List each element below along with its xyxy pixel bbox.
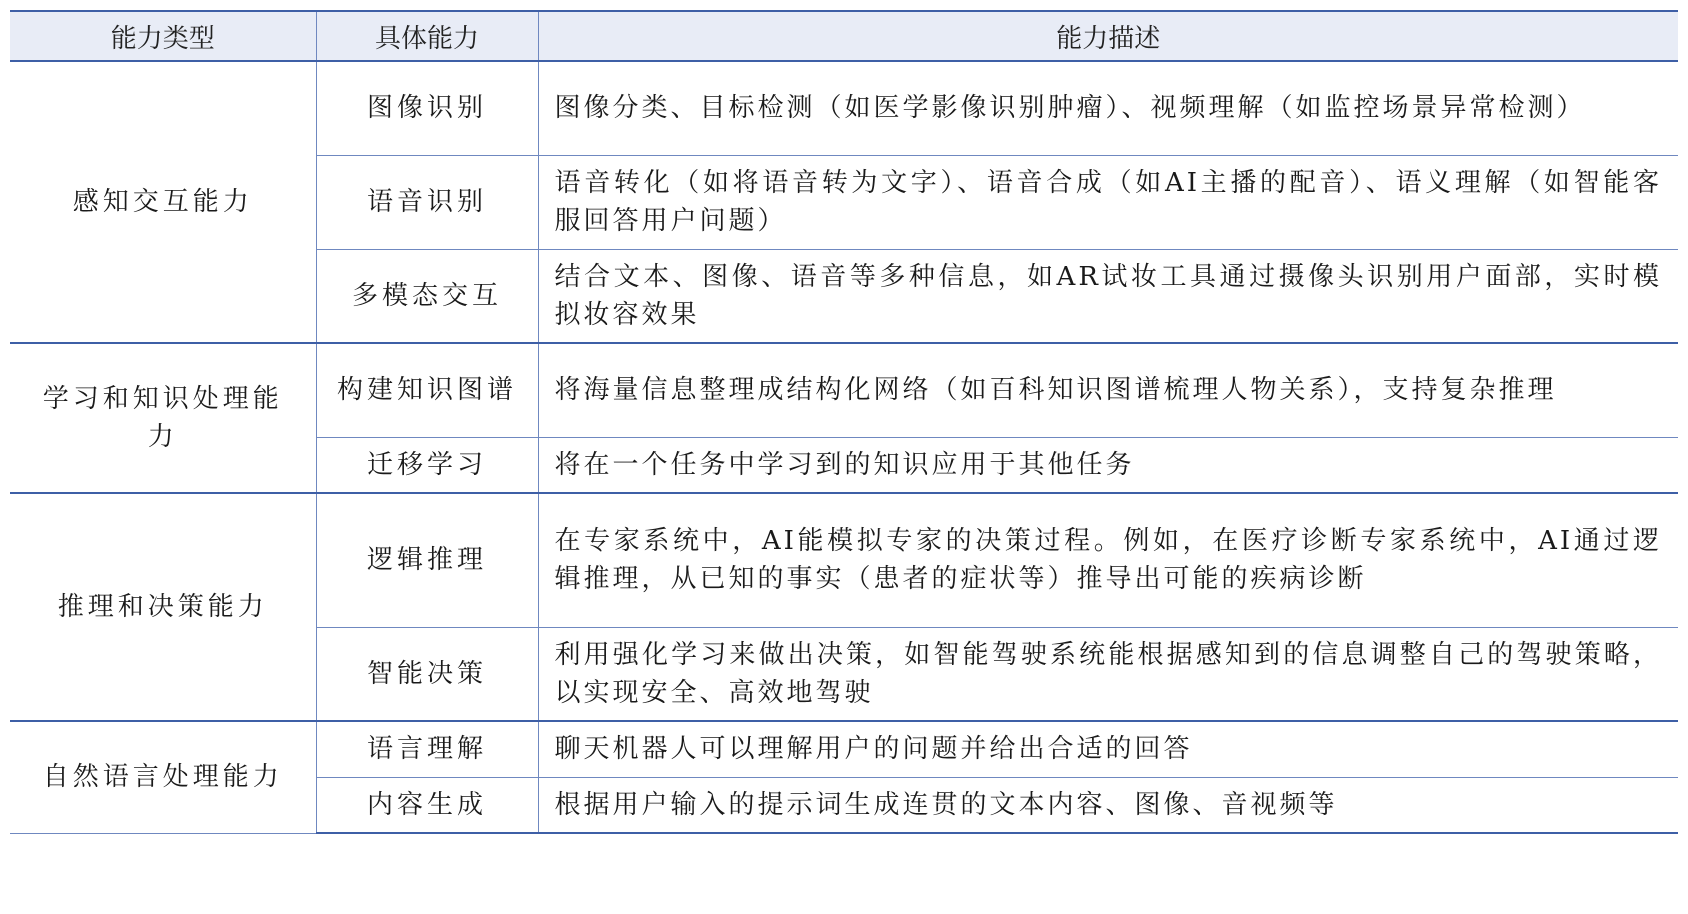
skill-cell: 逻辑推理: [316, 493, 538, 627]
category-cell: 感知交互能力: [10, 61, 316, 343]
description-cell: 图像分类、目标检测（如医学影像识别肿瘤）、视频理解（如监控场景异常检测）: [538, 61, 1678, 155]
description-cell: 将在一个任务中学习到的知识应用于其他任务: [538, 437, 1678, 493]
description-cell: 语音转化（如将语音转为文字）、语音合成（如AI主播的配音）、语义理解（如智能客服回答用户问题）: [538, 155, 1678, 249]
skill-cell: 内容生成: [316, 777, 538, 833]
ability-table: [10, 10, 1678, 834]
skill-cell: 语音识别: [316, 155, 538, 249]
skill-cell: 迁移学习: [316, 437, 538, 493]
skill-cell: 智能决策: [316, 627, 538, 721]
skill-cell: 多模态交互: [316, 249, 538, 343]
category-cell: 自然语言处理能力: [10, 721, 316, 833]
category-cell: 学习和知识处理能力: [10, 343, 316, 493]
category-cell: 推理和决策能力: [10, 493, 316, 721]
description-cell: 聊天机器人可以理解用户的问题并给出合适的回答: [538, 721, 1678, 777]
description-cell: 将海量信息整理成结构化网络（如百科知识图谱梳理人物关系），支持复杂推理: [538, 343, 1678, 437]
description-cell: 根据用户输入的提示词生成连贯的文本内容、图像、音视频等: [538, 777, 1678, 833]
header-ability-description: 能力描述: [538, 11, 1678, 61]
skill-cell: 图像识别: [316, 61, 538, 155]
skill-cell: 构建知识图谱: [316, 343, 538, 437]
description-cell: 在专家系统中，AI能模拟专家的决策过程。例如，在医疗诊断专家系统中，AI通过逻辑推理，从已知的事实（患者的症状等）推导出可能的疾病诊断: [538, 493, 1678, 627]
description-cell: 利用强化学习来做出决策，如智能驾驶系统能根据感知到的信息调整自己的驾驶策略，以实现安全、高效地驾驶: [538, 627, 1678, 721]
table-header-row: [10, 11, 1678, 61]
header-specific-ability: 具体能力: [316, 11, 538, 61]
table-row: [10, 343, 1678, 437]
table-row: [10, 493, 1678, 627]
table-row: [10, 721, 1678, 777]
table-row: [10, 61, 1678, 155]
skill-cell: 语言理解: [316, 721, 538, 777]
header-ability-type: 能力类型: [10, 11, 316, 61]
description-cell: 结合文本、图像、语音等多种信息，如AR试妆工具通过摄像头识别用户面部，实时模拟妆容效果: [538, 249, 1678, 343]
